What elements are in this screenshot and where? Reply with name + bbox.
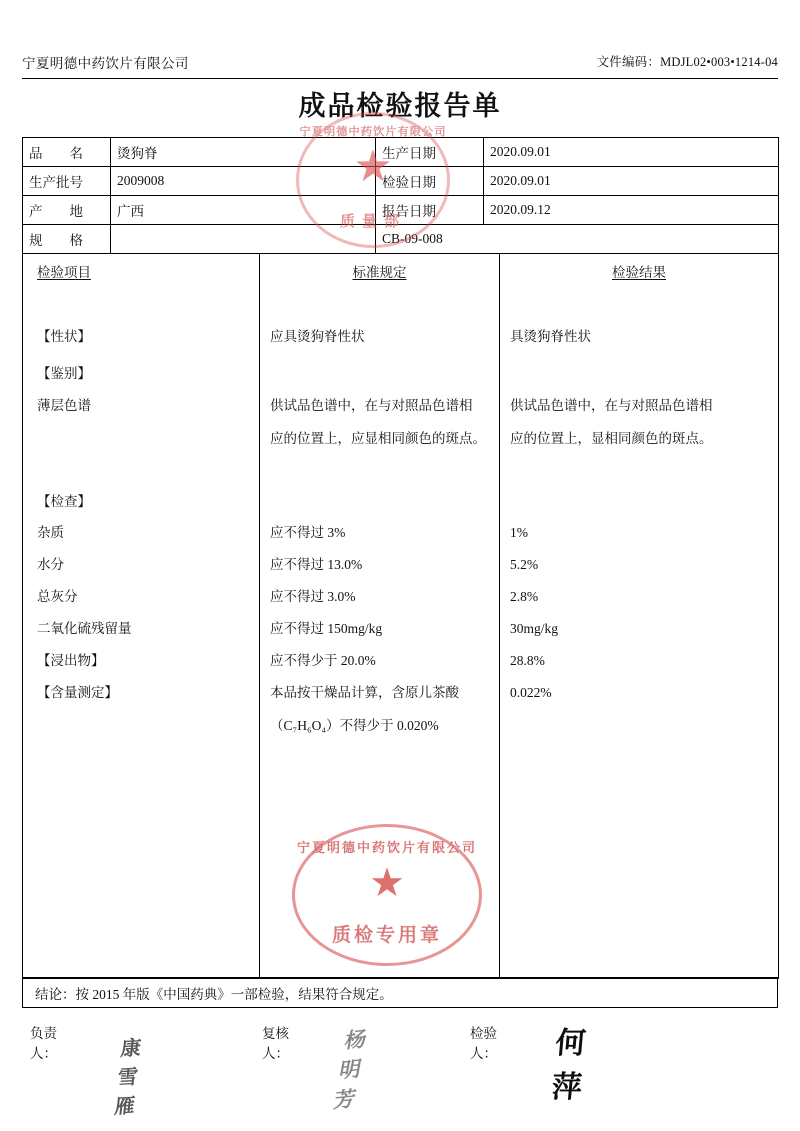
col-header-item: 检验项目 — [37, 265, 91, 280]
table-row — [23, 254, 779, 979]
origin-value: 广西 — [111, 196, 376, 225]
result-cell: 1% — [510, 525, 528, 540]
manager-signature: 康雪雁 — [113, 1035, 140, 1119]
result-cell: 具烫狗脊性状 — [510, 329, 591, 344]
document-header — [22, 52, 778, 79]
name-cell: 【鉴别】 — [37, 366, 91, 381]
item-column — [23, 254, 260, 979]
conclusion-text: 结论：按 2015 年版《中国药典》一部检验，结果符合规定。 — [23, 978, 778, 1008]
table-row — [23, 196, 779, 225]
standard-cell: 应的位置上，应显相同颜色的斑点。 — [270, 431, 486, 446]
table-row — [23, 167, 779, 196]
name-cell: 【浸出物】 — [37, 653, 105, 668]
result-cell: 30mg/kg — [510, 621, 559, 636]
result-cell: 5.2% — [510, 557, 539, 572]
standard-cell: 本品按干燥品计算，含原儿茶酸 — [270, 685, 459, 700]
report-date-label: 报告日期 — [376, 196, 484, 225]
result-column — [500, 254, 779, 979]
name-cell: 二氧化硫残留量 — [37, 621, 132, 636]
page-title: 成品检验报告单 — [298, 91, 502, 121]
standard-cell: 应不得少于 20.0% — [270, 653, 376, 668]
report-date-value: 2020.09.12 — [484, 196, 779, 225]
result-cell: 0.022% — [510, 685, 552, 700]
standard-cell: 应具烫狗脊性状 — [270, 329, 365, 344]
result-cell: 应的位置上，显相同颜色的斑点。 — [510, 431, 713, 446]
name-cell: 总灰分 — [37, 589, 78, 604]
name-cell: 水分 — [37, 557, 64, 572]
inspection-table — [22, 253, 779, 979]
standard-cell: 应不得过 13.0% — [270, 557, 363, 572]
col-header-result: 检验结果 — [612, 265, 666, 280]
product-name-value: 烫狗脊 — [111, 138, 376, 167]
manager-label: 负责人： — [30, 1026, 57, 1061]
table-row — [23, 225, 779, 254]
signature-row — [22, 1018, 778, 1119]
spec-label: 规 格 — [23, 225, 111, 254]
batch-value: 2009008 — [111, 167, 376, 196]
name-cell: 【检查】 — [37, 494, 91, 509]
info-table — [22, 137, 779, 254]
seal-arc-text: 宁夏明德中药饮片有限公司 — [296, 840, 477, 855]
batch-label: 生产批号 — [23, 167, 111, 196]
inspector-label: 检验人： — [470, 1026, 497, 1061]
inspection-date-value: 2020.09.01 — [484, 167, 779, 196]
company-name: 宁夏明德中药饮片有限公司 — [22, 56, 189, 71]
standard-cell: 应不得过 3% — [270, 525, 346, 540]
origin-label: 产 地 — [23, 196, 111, 225]
table-row — [23, 978, 778, 1008]
inspector-signature: 何萍 — [550, 1026, 590, 1105]
name-cell: 【含量测定】 — [37, 685, 118, 700]
name-cell: 【性状】 — [37, 329, 91, 344]
col-header-standard: 标准规定 — [352, 265, 407, 280]
seal-sub-text: 质量部 — [339, 214, 406, 230]
table-row — [23, 138, 779, 167]
standard-column — [260, 254, 500, 979]
inspection-date-label: 检验日期 — [376, 167, 484, 196]
result-cell: 28.8% — [510, 653, 545, 668]
product-name-label: 品 名 — [23, 138, 111, 167]
reviewer-label: 复核人： — [262, 1026, 289, 1061]
name-cell: 薄层色谱 — [37, 398, 91, 413]
result-cell: 2.8% — [510, 589, 539, 604]
standard-cell: 应不得过 150mg/kg — [270, 621, 383, 636]
star-icon: ★ — [369, 860, 405, 905]
name-cell: 杂质 — [37, 525, 64, 540]
spec-code-value: CB-09-008 — [376, 225, 779, 254]
standard-cell: 供试品色谱中，在与对照品色谱相 — [270, 398, 473, 413]
seal-arc-text: 宁夏明德中药饮片有限公司 — [299, 126, 447, 138]
star-icon: ★ — [353, 142, 393, 191]
standard-cell: （C₇H₆O₄）不得少于 0.020% — [270, 718, 439, 733]
seal-sub-text: 质检专用章 — [331, 925, 442, 946]
reviewer-signature: 杨明芳 — [332, 1026, 364, 1113]
conclusion-table — [22, 977, 778, 1008]
standard-cell: 应不得过 3.0% — [270, 589, 356, 604]
result-cell: 供试品色谱中，在与对照品色谱相 — [510, 398, 713, 413]
production-date-label: 生产日期 — [376, 138, 484, 167]
file-code: 文件编码：MDJL02•003•1214-04 — [596, 55, 778, 69]
spec-value — [111, 225, 376, 254]
production-date-value: 2020.09.01 — [484, 138, 779, 167]
